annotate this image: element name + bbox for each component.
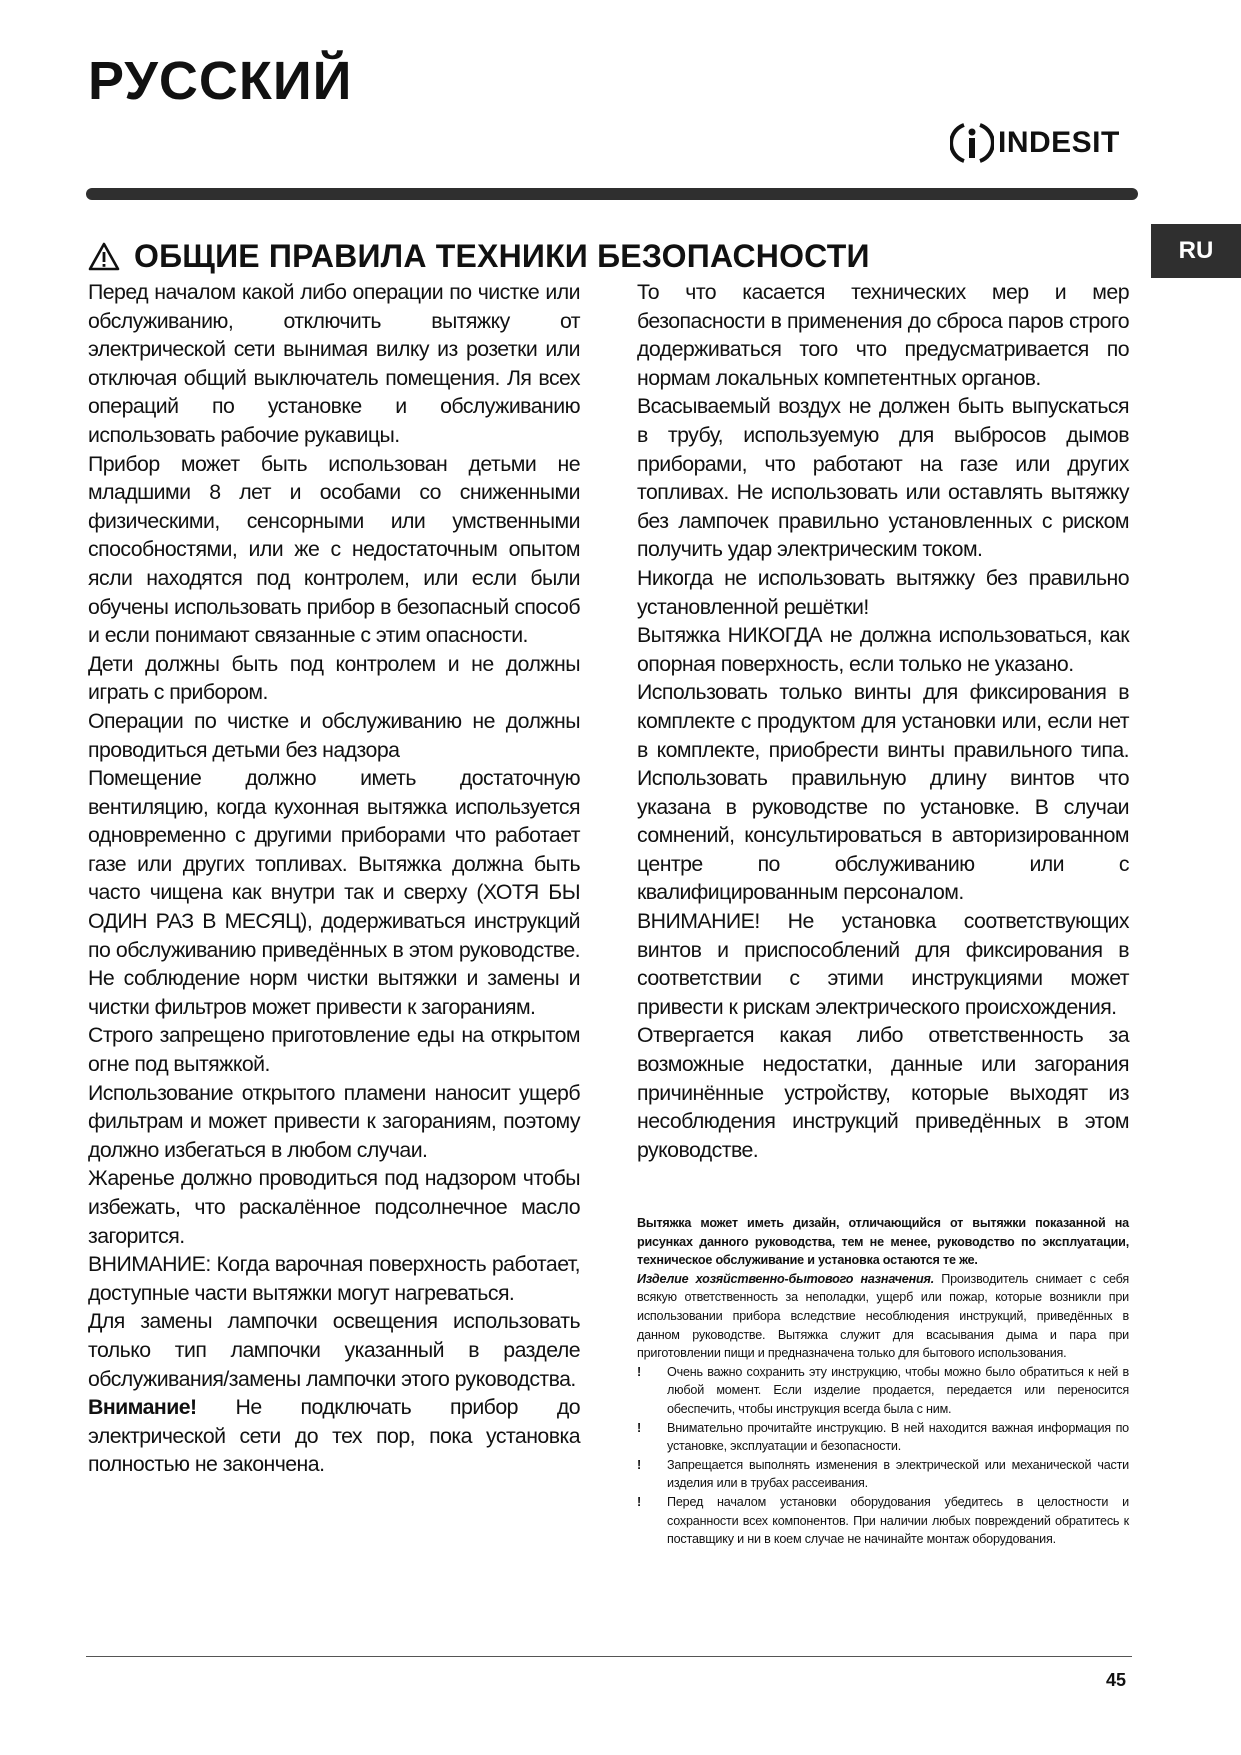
page-number: 45 (1106, 1670, 1127, 1690)
paragraph: Строго запрещено приготовление еды на открытом огне под вытяжкой. (88, 1023, 580, 1077)
paragraph: Использовать только винты для фиксирования в комплекте с продуктом для установки или, если нет в комплекте, приобрести винты правильного типа. Использовать правильную длину винтов что указана в руководстве по установке. В случаи сомнений, консультироваться в авторизированном центре по обслуживанию или с квалифицированным персоналом. (637, 680, 1129, 905)
paragraph: Всасываемый воздух не должен быть выпускаться в трубу, используемую для выбросов дымов приборами, что работают на газе или других топливах. Не использовать или оставлять вытяжку без лампочек правильно установленных с риском получить удар электрическим током. (637, 394, 1129, 562)
warning-label: Внимание! (88, 1395, 197, 1420)
paragraph: То что касается технических мер и мер безопасности в применения до сброса паров строго додерживаться того что предусматривается по нормам локальных компетентных органов. (637, 280, 1129, 390)
left-column (88, 278, 580, 1479)
brand-logo (950, 118, 1120, 168)
note-bullet-list (637, 1363, 1129, 1549)
warning-paragraph (88, 1393, 580, 1479)
footer-divider (86, 1656, 1132, 1657)
paragraph: Операции по чистке и обслуживанию не должны проводиться детьми без надзора (88, 708, 580, 762)
paragraph: Вытяжка НИКОГДА не должна использоваться, как опорная поверхность, если только не указано. (637, 623, 1129, 676)
list-item: ! Очень важно сохранить эту инструкцию, чтобы можно было обратиться к ней в любой момент. Если изделие продается, передается или переносится обеспечить, чтобы инструкция всегда была с ним. (637, 1364, 1129, 1416)
paragraph: Никогда не использовать вытяжку без правильно установленной решётки! (637, 565, 1129, 619)
exclamation-icon: ! (637, 1420, 641, 1435)
header-divider (86, 188, 1138, 200)
product-note (637, 1214, 1129, 1549)
exclamation-icon: ! (637, 1457, 641, 1472)
paragraph: Отвергается какая либо ответственность за возможные недостатки, данные или загорания причинённые устройству, которые выходят из несоблюдения инструкций приведённых в этом руководстве. (637, 1023, 1129, 1162)
section-title-text: ОБЩИЕ ПРАВИЛА ТЕХНИКИ БЕЗОПАСНОСТИ (134, 238, 870, 274)
note-body (637, 1270, 1129, 1363)
warning-text: Не подключать прибор до электрической сети до тех пор, пока установка полностью не закончена. (88, 1395, 580, 1477)
indesit-logo-icon (950, 120, 994, 166)
note-intro: Вытяжка может иметь дизайн, отличающийся от вытяжки показанной на рисунках данного руководства, тем не менее, руководство по эксплуатации, техническое обслуживание и установка остаются те же. (637, 1216, 1129, 1268)
brand-name: INDESIT (998, 126, 1120, 159)
exclamation-icon: ! (637, 1364, 641, 1379)
language-title: РУССКИЙ (88, 51, 353, 111)
paragraph: Для замены лампочки освещения использовать только тип лампочки указанный в разделе обслуживания/замены лампочки этого руководства. (88, 1309, 580, 1391)
right-column (637, 278, 1129, 1164)
paragraph: Жаренье должно проводиться под надзором чтобы избежать, что раскалённое подсолнечное масло загорится. (88, 1166, 580, 1248)
language-tab: RU (1151, 224, 1241, 278)
paragraph: ВНИМАНИЕ: Когда варочная поверхность работает, доступные части вытяжки могут нагреваться. (88, 1252, 580, 1305)
note-household-label: Изделие хозяйственно-бытового назначения. (637, 1271, 935, 1286)
paragraph: Помещение должно иметь достаточную вентиляцию, когда кухонная вытяжка используется одновременно с другими приборами что работает газе или других топливах. Вытяжка должна быть часто чищена как внутри так и сверху (ХОТЯ БЫ ОДИН РАЗ В МЕСЯЦ), додерживаться инструкций по обслуживанию приведённых в этом руководстве. Не соблюдение норм чистки вытяжки и замены и чистки фильтров может привести к загораниям. (88, 766, 580, 1019)
paragraph: ВНИМАНИЕ! Не установка соответствующих винтов и приспособлений для фиксирования в соответствии с этими инструкциями может привести к рискам электрического происхождения. (637, 909, 1129, 1019)
list-item: ! Внимательно прочитайте инструкцию. В ней находится важная информация по установке, эксплуатации и безопасности. (637, 1420, 1129, 1454)
exclamation-icon: ! (637, 1494, 641, 1509)
section-title (88, 238, 870, 275)
list-item: ! Запрещается выполнять изменения в электрической или механической части изделия или в трубах рассеивания. (637, 1457, 1129, 1491)
warning-triangle-icon (88, 242, 120, 272)
paragraph: Перед началом какой либо операции по чистке или обслуживанию, отключить вытяжку от электрической сети вынимая вилку из розетки или отключая общий выключатель помещения. Ля всех операций по установке и обслуживанию использовать рабочие рукавицы. (88, 280, 580, 447)
paragraph: Прибор может быть использован детьми не младшими 8 лет и особами со сниженными физическими, сенсорными или умственными способностями, или же с недостаточным опытом ясли находятся под контролем, или если были обучены использовать прибор в безопасный способ и если понимают связанные с этим опасности. (88, 451, 580, 648)
list-item: ! Перед началом установки оборудования убедитесь в целостности и сохранности всех компонентов. При наличии любых повреждений обратитесь к поставщику и ни в коем случае не начинайте монтаж оборудования. (637, 1494, 1129, 1547)
paragraph: Использование открытого пламени наносит ущерб фильтрам и может привести к загораниям, поэтому должно избегаться в любом случаи. (88, 1080, 580, 1162)
paragraph: Дети должны быть под контролем и не должны играть с прибором. (88, 651, 580, 705)
note-body-text: Производитель снимает с себя всякую ответственность за неполадки, ущерб или пожар, которые возникли при использовании прибора вследствие несоблюдения инструкций, приведённых в данном руководстве. Вытяжка служит для всасывания дыма и пара при приготовлении пищи и предназначена только для бытового использования. (637, 1271, 1129, 1361)
